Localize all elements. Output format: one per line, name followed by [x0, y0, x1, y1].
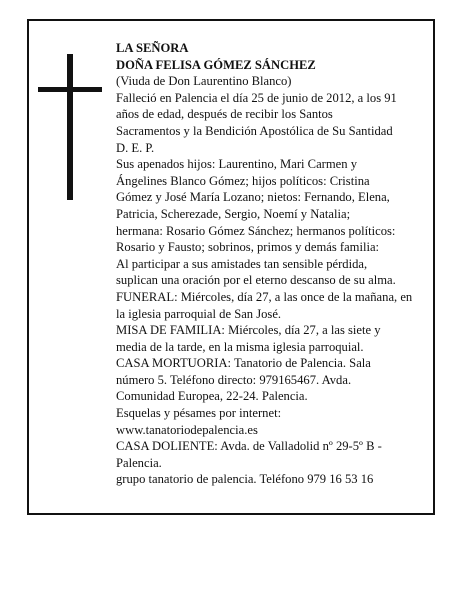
- notice-title: LA SEÑORA: [116, 41, 189, 55]
- funeral-home-line: CASA MORTUORIA: Tanatorio de Palencia. Sala: [116, 356, 371, 371]
- internet-condolences-line: Esquelas y pésames por internet:: [116, 406, 282, 421]
- mourning-home-line: Palencia.: [116, 455, 162, 470]
- death-announcement-line: Falleció en Palencia el día 25 de junio de 2012, a los 91: [116, 90, 397, 105]
- cross-horizontal-bar: [38, 87, 102, 92]
- funeral-line: la iglesia parroquial de San José.: [116, 306, 282, 321]
- prayer-line: Al participar a sus amistades tan sensible pérdida,: [116, 256, 368, 271]
- funeral-line: FUNERAL: Miércoles, día 27, a las once de la mañana, en: [116, 289, 413, 304]
- contact-line: grupo tanatorio de palencia. Teléfono 979 16 53 16: [116, 472, 374, 487]
- rip-line: D. E. P.: [116, 140, 155, 155]
- cross-icon: [38, 54, 102, 200]
- deceased-name: DOÑA FELISA GÓMEZ SÁNCHEZ: [116, 57, 316, 72]
- family-line: Ángelines Blanco Gómez; hijos políticos: Cristina: [116, 173, 370, 188]
- death-announcement-line: Sacramentos y la Bendición Apostólica de Su Santidad: [116, 123, 393, 138]
- family-line: Rosario y Fausto; sobrinos, primos y demás familia:: [116, 240, 380, 255]
- website-link[interactable]: www.tanatoriodepalencia.es: [116, 422, 258, 437]
- funeral-home-line: número 5. Teléfono directo: 979165467. Avda.: [116, 372, 352, 387]
- notice-text: [116, 40, 428, 488]
- cross-vertical-bar: [67, 54, 73, 200]
- family-mass-line: MISA DE FAMILIA: Miércoles, día 27, a las siete y: [116, 323, 381, 338]
- funeral-home-line: Comunidad Europea, 22-24. Palencia.: [116, 389, 308, 404]
- death-announcement-line: años de edad, después de recibir los Santos: [116, 107, 333, 122]
- family-line: Sus apenados hijos: Laurentino, Mari Carmen y: [116, 157, 357, 172]
- family-mass-line: media de la tarde, en la misma iglesia parroquial.: [116, 339, 364, 354]
- obituary-notice: [27, 19, 435, 515]
- family-line: Gómez y José María Lozano; nietos: Fernando, Elena,: [116, 190, 390, 205]
- prayer-line: suplican una oración por el eterno descanso de su alma.: [116, 273, 396, 288]
- family-line: Patricia, Scherezade, Sergio, Noemí y Natalia;: [116, 206, 351, 221]
- mourning-home-line: CASA DOLIENTE: Avda. de Valladolid nº 29-5º B -: [116, 439, 382, 454]
- family-line: hermana: Rosario Gómez Sánchez; hermanos políticos:: [116, 223, 396, 238]
- widow-line: (Viuda de Don Laurentino Blanco): [116, 74, 292, 89]
